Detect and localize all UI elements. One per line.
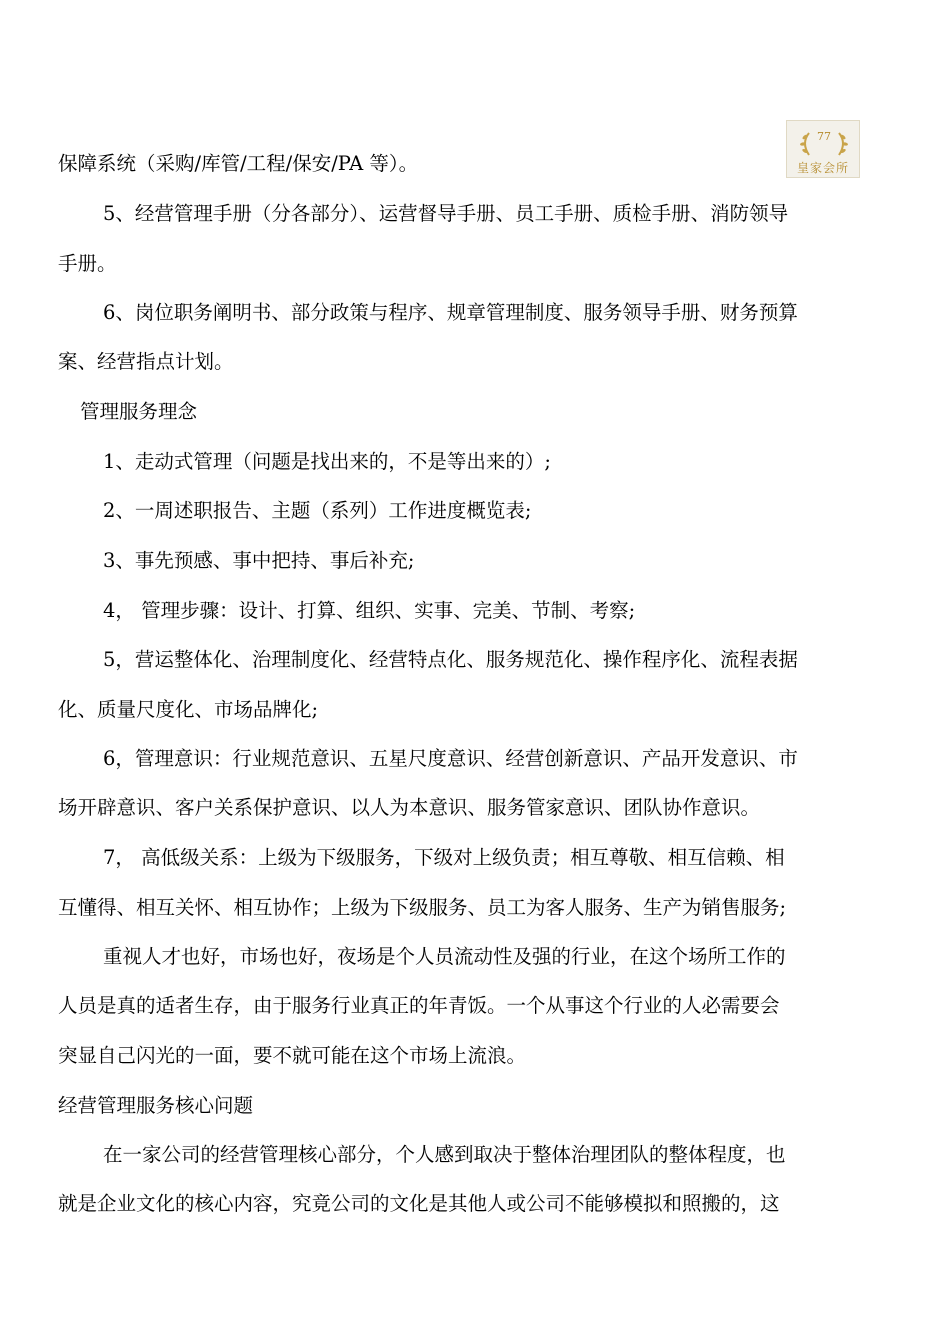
text-line: 保障系统（采购/库管/工程/保安/PA 等）。 bbox=[58, 152, 419, 175]
logo-text: 皇家会所 bbox=[796, 161, 849, 175]
text-line: 场开辟意识、客户关系保护意识、以人为本意识、服务管家意识、团队协作意识。 bbox=[58, 796, 761, 819]
text-line: 人员是真的适者生存，由于服务行业真正的年青饭。一个从事这个行业的人必需要会 bbox=[58, 994, 780, 1017]
text-line: 6、岗位职务阐明书、部分政策与程序、规章管理制度、服务领导手册、财务预算 bbox=[103, 301, 798, 324]
club-logo bbox=[786, 120, 860, 178]
text-line: 化、质量尺度化、市场品牌化; bbox=[58, 698, 319, 721]
text-line: 5，营运整体化、治理制度化、经营特点化、服务规范化、操作程序化、流程表据 bbox=[103, 648, 798, 671]
text-line: 突显自己闪光的一面，要不就可能在这个市场上流浪。 bbox=[58, 1044, 527, 1067]
logo-number: 77 bbox=[817, 130, 831, 143]
text-line: 案、经营指点计划。 bbox=[58, 350, 234, 373]
text-line: 7， 高低级关系：上级为下级服务，下级对上级负责；相互尊敬、相互信赖、相 bbox=[103, 846, 785, 869]
text-line: 就是企业文化的核心内容，究竟公司的文化是其他人或公司不能够模拟和照搬的，这 bbox=[58, 1192, 780, 1215]
text-line: 6，管理意识：行业规范意识、五星尺度意识、经营创新意识、产品开发意识、市 bbox=[103, 747, 798, 770]
text-line: 在一家公司的经营管理核心部分，个人感到取决于整体治理团队的整体程度，也 bbox=[103, 1143, 786, 1166]
text-line: 5、经营管理手册（分各部分）、运营督导手册、员工手册、质检手册、消防领导 bbox=[103, 202, 789, 225]
text-line: 互懂得、相互关怀、相互协作；上级为下级服务、员工为客人服务、生产为销售服务; bbox=[58, 896, 787, 919]
text-line: 3、事先预感、事中把持、事后补充; bbox=[103, 549, 415, 572]
section-heading: 管理服务理念 bbox=[80, 400, 198, 423]
text-line: 重视人才也好，市场也好，夜场是个人员流动性及强的行业，在这个场所工作的 bbox=[103, 945, 786, 968]
section-heading: 经营管理服务核心问题 bbox=[58, 1094, 254, 1117]
text-line: 2、一周述职报告、主题（系列）工作进度概览表; bbox=[103, 499, 532, 522]
text-line: 手册。 bbox=[58, 252, 117, 275]
text-line: 1、走动式管理（问题是找出来的，不是等出来的）; bbox=[103, 450, 551, 473]
text-line: 4， 管理步骤：设计、打算、组织、实事、完美、节制、考察; bbox=[103, 599, 636, 622]
